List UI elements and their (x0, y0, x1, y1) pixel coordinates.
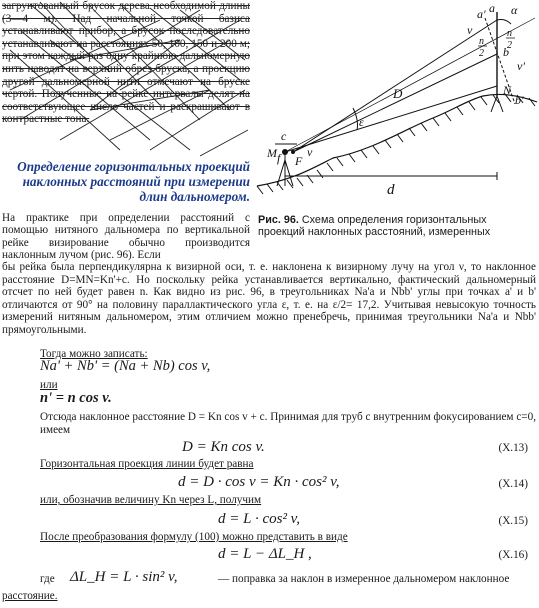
label-f: f (277, 151, 281, 165)
equation-1: Na' + Nb' = (Na + Nb) cos v, (40, 358, 211, 374)
where-label: где (40, 573, 55, 585)
label-b: b (503, 45, 509, 59)
caption-text: Схема определения горизонтальных проекций наклонных расстояний, измеренных (258, 214, 491, 239)
equation-2: n' = n cos v. (40, 390, 112, 406)
label-c: c (281, 129, 287, 143)
label-b-prime: b' (515, 93, 524, 107)
or-paragraph: или, обозначив величину Kn через L, получим (40, 494, 262, 506)
label-alpha: α (511, 3, 518, 17)
label-d: d (387, 182, 395, 198)
label-n-half2-top: n (507, 28, 512, 39)
label-v: v (307, 145, 313, 159)
label-n-half2-bottom: 2 (507, 40, 512, 51)
figure-caption (258, 214, 536, 239)
label-a-prime: a' (477, 7, 486, 21)
last-word: расстояние. (2, 590, 58, 602)
label-n-half-top: n (479, 36, 484, 47)
intro-paragraph: На практике при определении расстояний с помощью нитяного дальномера по вертикальной рейке визирование обычно производится наклонным лучом (рис. 96). Если (2, 212, 250, 262)
distance-paragraph: Отсюда наклонное расстояние D = Kn cos v + c. Принимая для труб с внутренним фокусированием c=0, имеем (40, 411, 536, 436)
body-paragraph: бы рейка была перпендикулярна к визирной оси, т. е. наклонена к визирному лучу на угол ν, то наклонное расстояние D=MN=Kn'+c. Но поскольку рейка устанавливается вертикально, фактический дальномерный отсчет по ней будет равен n. Как видно из рис. 96, в треугольниках Na'a и Nbb' углы при точках a' и b' отличаются от 90° на половину параллактического угла ε, т. е. на ε/2= 17,2. Учитывая невысокую точность измерений нитяным дальномером, этим отличием можно пренебречь, принимая треугольники Na'a и Nbb' прямоугольными. (2, 261, 536, 336)
formula-15: d = L · cos² v, (218, 511, 300, 527)
label-nu: ν (467, 23, 473, 37)
label-F: F (295, 154, 303, 168)
then-line: Тогда можно записать: (40, 348, 148, 360)
label-M: M (267, 146, 277, 160)
where-text: — поправка за наклон в измеренное дальномером наклонное (218, 573, 510, 585)
formula-14: d = D · cos v = Kn · cos² v, (178, 474, 340, 490)
or-line-1: или (40, 379, 58, 391)
formula-13: D = Kn cos v. (182, 439, 265, 455)
number-14: (X.14) (498, 478, 528, 490)
label-nu-prime: ν' (517, 59, 525, 73)
left-paragraph-text: загрунтованный брусок дерева необходимой длины (3—4 м). Над начальной точкой базиса устанавливают прибор, а брусок последовательно устанавливают на расстояниях 50, 100, 150 и 200 м; при этом каждый раз одну крайнюю дальномерную нить наводят на верхний обрез бруска, а проекцию другой дальномерной нити отмечают на бруске чертой. Полученные на рейке интервалы делят на соответствующее число частей и раскрашивают в контрастные тона. (2, 0, 250, 126)
number-13: (X.13) (498, 442, 528, 454)
formula-where: ΔL_H = L · sin² v, (70, 569, 178, 585)
after-paragraph: После преобразования формулу (100) можно представить в виде (40, 531, 348, 543)
section-heading: Определение горизонтальных проекций наклонных расстояний при измерении длин дальномером. (17, 159, 250, 204)
number-15: (X.15) (498, 515, 528, 527)
left-paragraph (2, 0, 250, 126)
label-eps: ε (359, 115, 364, 129)
horizontal-paragraph: Горизонтальная проекция линии будет равна (40, 458, 254, 470)
label-a: a (489, 1, 495, 15)
figure-96-diagram (253, 0, 539, 214)
formula-16: d = L − ΔL_H , (218, 546, 312, 562)
label-N: N (503, 83, 512, 97)
caption-number: Рис. 96. (258, 214, 299, 226)
point-M (282, 149, 288, 155)
label-D: D (393, 86, 403, 101)
label-n-half-bottom: 2 (479, 48, 484, 59)
number-16: (X.16) (498, 549, 528, 561)
